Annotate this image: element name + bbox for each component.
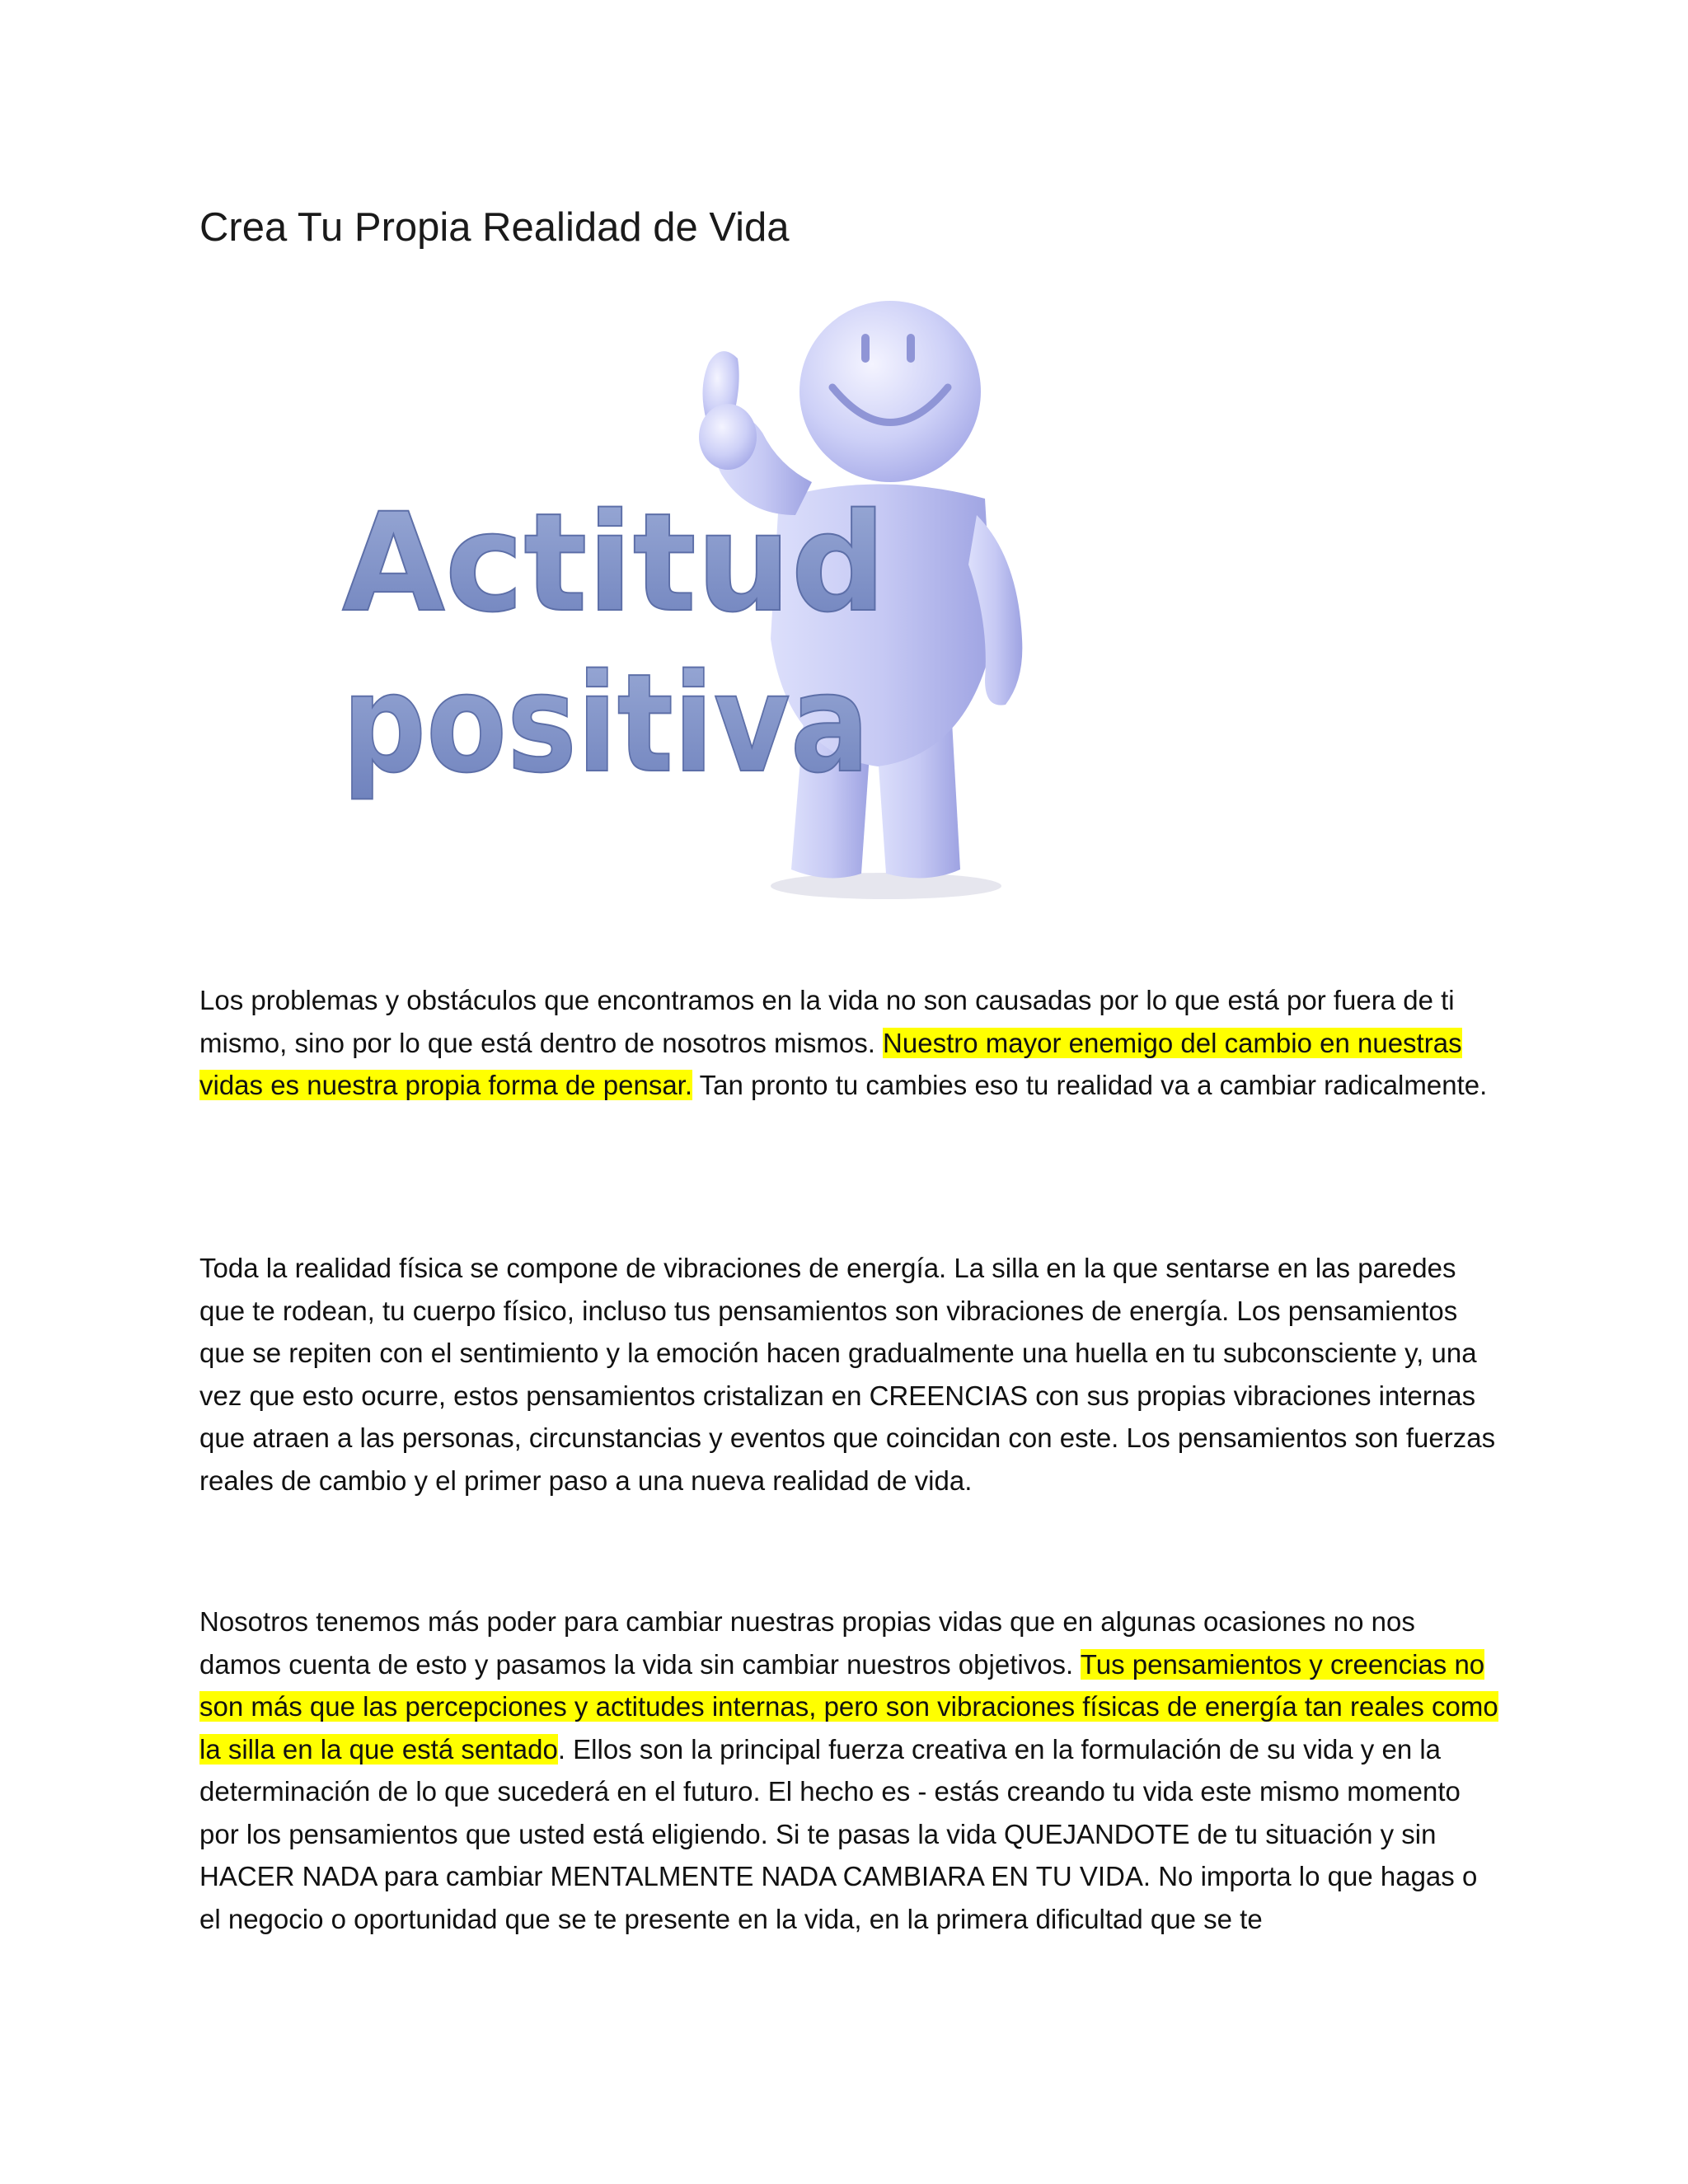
paragraph-1-text-b: Tan pronto tu cambies eso tu realidad va a cambiar radicalmente. [692,1070,1488,1100]
figure-line-2: positiva [342,644,870,803]
paragraph-1 [199,979,1502,1107]
paragraph-1-text-a: Los problemas y obstáculos que encontramos en la vida no son causadas por lo que está por fuera de ti mismo, sino por lo que está dentro de nosotros mismos. [199,985,1455,1058]
paragraph-3-text-a: Nosotros tenemos más poder para cambiar nuestras propias vidas que en algunas ocasiones no nos damos cuenta de esto y pasamos la vida sin cambiar nuestros objetivos. [199,1606,1415,1680]
paragraph-2: Toda la realidad física se compone de vibraciones de energía. La silla en la que sentarse en las paredes que te rodean, tu cuerpo físico, incluso tus pensamientos son vibraciones de energía. Los pensamientos que se repiten con el sentimiento y la emoción hacen gradualmente una huella en tu subconsciente y, una vez que esto ocurre, estos pensamientos cristalizan en CREENCIAS con sus propias vibraciones internas que atraen a las personas, circunstancias y eventos que coincidan con este. Los pensamientos son fuerzas reales de cambio y el primer paso a una nueva realidad de vida. [199,1253,1496,1496]
page-title: Crea Tu Propia Realidad de Vida [199,205,790,250]
actitud-positiva-image [334,293,1137,907]
smiley-figure-thumbs-up-icon [334,293,1137,907]
paragraph-3-highlight: Tus pensamientos y creencias no son más que las percepciones y actitudes internas, pero son vibraciones físicas de energía tan reales como la silla en la que está sentado [199,1648,1498,1765]
paragraph-3-text-b: . Ellos son la principal fuerza creativa en la formulación de su vida y en la determinación de lo que sucederá en el futuro. El hecho es - estás creando tu vida este mismo momento por los pensamientos que usted está eligiendo. Si te pasas la vida QUEJANDOTE de tu situación y sin HACER NADA para cambiar MENTALMENTE NADA CAMBIARA EN TU VIDA. No importa lo que hagas o el negocio o oportunidad que se te presente en la vida, en la primera dificultad que se te [199,1733,1478,1934]
paragraph-3 [199,1601,1502,1940]
figure-line-1: Actitud [342,484,886,642]
paragraph-1-highlight: Nuestro mayor enemigo del cambio en nuestras vidas es nuestra propia forma de pensar. [199,1027,1462,1100]
